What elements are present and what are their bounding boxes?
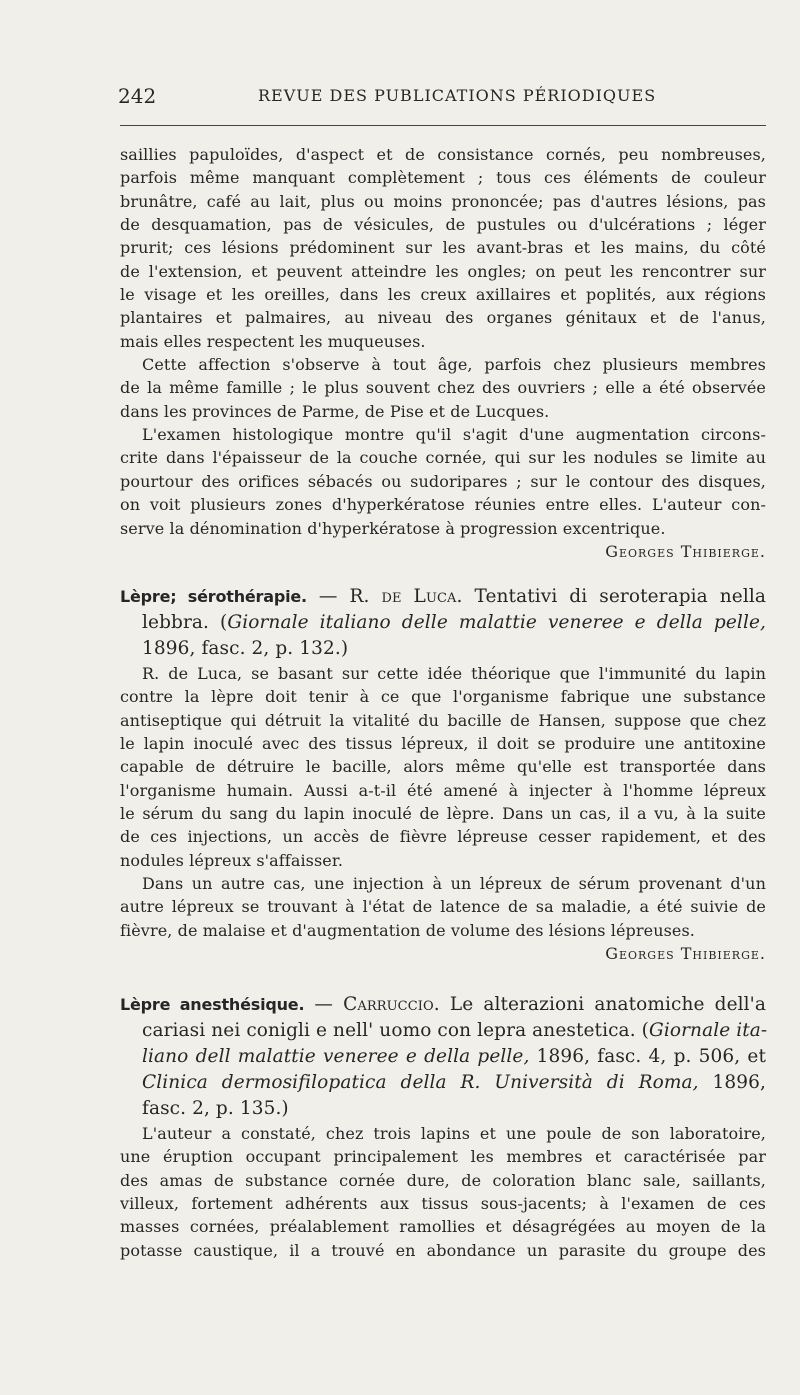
article-heading: Lèpre anesthésique. xyxy=(120,995,305,1014)
journal-name: Giornale italiano delle malattie veneree e della pelle, xyxy=(227,612,766,633)
text-line: des amas de substance cornée dure, de coloration blanc sale, saillants, xyxy=(120,1170,766,1190)
text-line: brunâtre, café au lait, plus ou moins prononcée; pas d'autres lésions, pas xyxy=(120,191,766,211)
journal-name: Giornale ita- xyxy=(648,1020,768,1041)
section-continuation xyxy=(120,143,766,563)
text-line: dans les provinces de Parme, de Pise et de Lucques. xyxy=(120,401,550,421)
article-title-text: Tentativi di seroterapia nella xyxy=(462,586,767,607)
text-line: saillies papuloïdes, d'aspect et de consistance cornés, peu nombreuses, xyxy=(120,145,766,164)
text-line: antiseptique qui détruit la vitalité du bacille de Hansen, suppose que chez xyxy=(120,710,766,730)
signature: Georges Thibierge. xyxy=(605,541,766,561)
text-line: le lapin inoculé avec des tissus lépreux, il doit se produire une antitoxine xyxy=(120,734,766,754)
text-line: prurit; ces lésions prédominent sur les avant-bras et les mains, du côté xyxy=(120,238,766,258)
article-title-line: fasc. 2, p. 135.) xyxy=(142,1098,289,1119)
article-title-line xyxy=(120,992,766,1018)
page-number: 242 xyxy=(118,84,157,108)
text-line: contre la lèpre doit tenir à ce que l'organisme fabrique une substance xyxy=(120,687,766,707)
text-line: serve la dénomination d'hyperkératose à progression excentrique. xyxy=(120,518,666,538)
journal-name: Clinica dermosifilopatica della R. Università di Roma, xyxy=(142,1072,699,1093)
text-line: nodules lépreux s'affaisser. xyxy=(120,850,344,870)
text-line: parfois même manquant complètement ; tous ces éléments de couleur xyxy=(120,168,766,188)
text-line: Dans un autre cas, une injection à un lépreux de sérum provenant d'un xyxy=(142,874,766,894)
text-line: L'auteur a constaté, chez trois lapins et une poule de son laboratoire, xyxy=(142,1124,766,1143)
text-line: de desquamation, pas de vésicules, de pustules ou d'ulcérations ; léger xyxy=(120,215,766,235)
text-line: l'organisme humain. Aussi a-t-il été amené à injecter à l'homme lépreux xyxy=(120,780,766,800)
article-title-line xyxy=(120,1044,766,1070)
article-title-line: 1896, fasc. 2, p. 132.) xyxy=(142,638,349,659)
running-title: REVUE DES PUBLICATIONS PÉRIODIQUES xyxy=(258,86,657,105)
text-line: plantaires et palmaires, au niveau des organes génitaux et de l'anus, xyxy=(120,308,766,328)
title-dash: — xyxy=(306,586,350,607)
text-line: Cette affection s'observe à tout âge, parfois chez plusieurs membres xyxy=(142,355,766,375)
text-line: fièvre, de malaise et d'augmentation de volume des lésions lépreuses. xyxy=(120,920,695,940)
article-title-text: cariasi nei conigli e nell' uomo con lepra anestetica. ( xyxy=(142,1020,649,1041)
text-line: de ces injections, un accès de fièvre lépreuse cesser rapidement, et des xyxy=(120,827,766,847)
article-title-text: 1896, xyxy=(698,1072,766,1093)
text-line: potasse caustique, il a trouvé en abondance un parasite du groupe des xyxy=(120,1240,766,1260)
text-line: autre lépreux se trouvant à l'état de latence de sa maladie, a été suivie de xyxy=(120,897,766,917)
text-line: villeux, fortement adhérents aux tissus sous-jacents; à l'examen de ces xyxy=(120,1194,766,1214)
article-title-line xyxy=(120,610,766,636)
article-title-line xyxy=(120,1018,766,1044)
text-line: de la même famille ; le plus souvent chez des ouvriers ; elle a été observée xyxy=(120,378,766,398)
article-lepre-anesthesique xyxy=(120,992,766,1262)
text-line: crite dans l'épaisseur de la couche cornée, qui sur les nodules se limite au xyxy=(120,448,766,468)
text-line: de l'extension, et peuvent atteindre les ongles; on peut les rencontrer sur xyxy=(120,261,766,281)
article-author: Carruccio. xyxy=(343,994,440,1015)
page-header xyxy=(118,84,766,114)
title-dash: — xyxy=(304,994,344,1015)
article-lepre-serotherapie xyxy=(120,584,766,965)
text-line: R. de Luca, se basant sur cette idée théorique que l'immunité du lapin xyxy=(142,664,766,683)
text-line: une éruption occupant principalement les membres et caractérisée par xyxy=(120,1147,766,1167)
article-title-text: Le alterazioni anatomiche dell'a xyxy=(439,994,766,1015)
article-author: R. de Luca. xyxy=(349,586,463,607)
article-title-line xyxy=(120,584,766,610)
text-line: le sérum du sang du lapin inoculé de lèpre. Dans un cas, il a vu, à la suite xyxy=(120,804,766,824)
article-heading: Lèpre; sérothérapie. xyxy=(120,587,307,606)
text-line: pourtour des orifices sébacés ou sudoripares ; sur le contour des disques, xyxy=(120,471,766,491)
article-title-text: lebbra. ( xyxy=(142,612,228,633)
text-line: capable de détruire le bacille, alors même qu'elle est transportée dans xyxy=(120,757,766,777)
text-line: le visage et les oreilles, dans les creux axillaires et poplités, aux régions xyxy=(120,285,766,305)
text-line: mais elles respectent les muqueuses. xyxy=(120,331,426,351)
article-title-text: 1896, fasc. 4, p. 506, et xyxy=(529,1046,766,1067)
header-rule xyxy=(120,125,766,126)
journal-name: liano dell malattie veneree e della pelle, xyxy=(142,1046,530,1067)
text-line: on voit plusieurs zones d'hyperkératose réunies entre elles. L'auteur con- xyxy=(120,495,766,515)
text-line: L'examen histologique montre qu'il s'agit d'une augmentation circons- xyxy=(142,425,766,445)
text-line: masses cornées, préalablement ramollies et désagrégées au moyen de la xyxy=(120,1217,766,1237)
signature: Georges Thibierge. xyxy=(605,944,766,964)
article-title-line xyxy=(120,1070,766,1096)
